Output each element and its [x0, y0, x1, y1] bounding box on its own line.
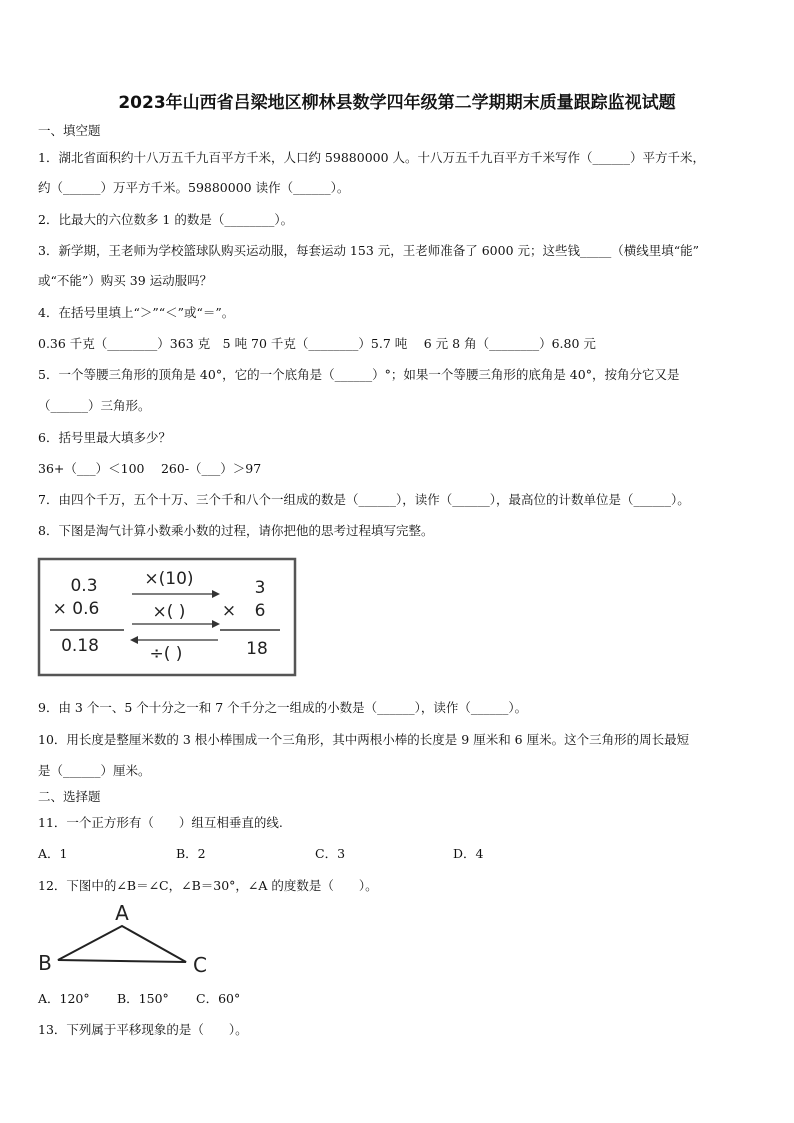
question-12: 12．下图中的∠B＝∠C，∠B＝30°，∠A 的度数是（ ）。: [38, 878, 378, 893]
q12-option-a[interactable]: A．120°: [38, 991, 90, 1006]
section-heading-fill-blank: 一、填空题: [38, 123, 101, 138]
factor-3: 3: [254, 578, 266, 598]
product-18: 18: [246, 639, 268, 659]
q11-option-b[interactable]: B．2: [176, 846, 206, 861]
question-13: 13．下列属于平移现象的是（ ）。: [38, 1022, 248, 1037]
question-10-line-2: 是（______）厘米。: [38, 763, 151, 778]
arrow-head-1: [212, 590, 220, 598]
question-1-line-2: 约（______）万平方千米。59880000 读作（______）。: [38, 180, 350, 195]
factor-0-3: 0.3: [70, 576, 98, 596]
vertex-label-a: A: [115, 901, 129, 925]
question-8: 8．下图是淘气计算小数乘小数的过程，请你把他的思考过程填写完整。: [38, 523, 434, 538]
decimal-multiplication-figure: [36, 556, 298, 678]
arrow-head-3: [130, 636, 138, 644]
question-7: 7．由四个千万，五个十万、三个千和八个一组成的数是（______），读作（______），最高位的计数单位是（______）。: [38, 492, 690, 507]
question-3-line-1: 3．新学期，王老师为学校篮球队购买运动服，每套运动 153 元，王老师准备了 6000 元；这些钱_____（横线里填“能”: [38, 243, 700, 258]
vertex-label-c: C: [193, 953, 207, 977]
triangle-abc: [58, 926, 186, 962]
section-heading-choice: 二、选择题: [38, 789, 101, 804]
factor-6: 6: [254, 601, 266, 621]
question-9: 9．由 3 个一、5 个十分之一和 7 个千分之一组成的小数是（______），读作（______）。: [38, 700, 528, 715]
q12-option-b[interactable]: B．150°: [117, 991, 169, 1006]
vertex-label-b: B: [38, 951, 52, 975]
page-title: 2023年山西省吕梁地区柳林县数学四年级第二学期期末质量跟踪监视试题: [118, 93, 676, 113]
q12-option-c[interactable]: C．60°: [196, 991, 241, 1006]
question-6-items: 36+（___）＜100 260-（___）＞97: [38, 461, 262, 476]
triangle-figure: [36, 900, 216, 978]
question-6: 6．括号里最大填多少？: [38, 430, 171, 445]
question-11: 11．一个正方形有（ ）组互相垂直的线.: [38, 815, 283, 830]
question-5-line-2: （______）三角形。: [38, 398, 151, 413]
op-times-blank: ×( ): [152, 602, 186, 622]
arrow-head-2: [212, 620, 220, 628]
times-sign: ×: [221, 601, 237, 621]
q11-option-d[interactable]: D．4: [453, 846, 484, 861]
factor-0-6: × 0.6: [52, 599, 100, 619]
q11-option-c[interactable]: C．3: [315, 846, 346, 861]
question-2: 2．比最大的六位数多 1 的数是（________）。: [38, 212, 294, 227]
product-0-18: 0.18: [61, 636, 99, 656]
op-times-10: ×(10): [144, 569, 194, 589]
question-5-line-1: 5．一个等腰三角形的顶角是 40°，它的一个底角是（______）°；如果一个等腰三角形的底角是 40°，按角分它又是: [38, 367, 680, 382]
question-4-items: 0.36 千克（________）363 克 5 吨 70 千克（________）5.7 吨 6 元 8 角（________）6.80 元: [38, 336, 596, 351]
question-1-line-1: 1．湖北省面积约十八万五千九百平方千米，人口约 59880000 人。十八万五千九百平方千米写作（______）平方千米，: [38, 150, 706, 165]
question-3-line-2: 或“不能”）购买 39 运动服吗？: [38, 273, 213, 288]
q11-option-a[interactable]: A．1: [38, 846, 68, 861]
question-10-line-1: 10．用长度是整厘米数的 3 根小棒围成一个三角形，其中两根小棒的长度是 9 厘米和 6 厘米。这个三角形的周长最短: [38, 732, 690, 747]
op-divide-blank: ÷( ): [149, 644, 183, 664]
question-4: 4．在括号里填上“＞”“＜”或“＝”。: [38, 305, 235, 320]
